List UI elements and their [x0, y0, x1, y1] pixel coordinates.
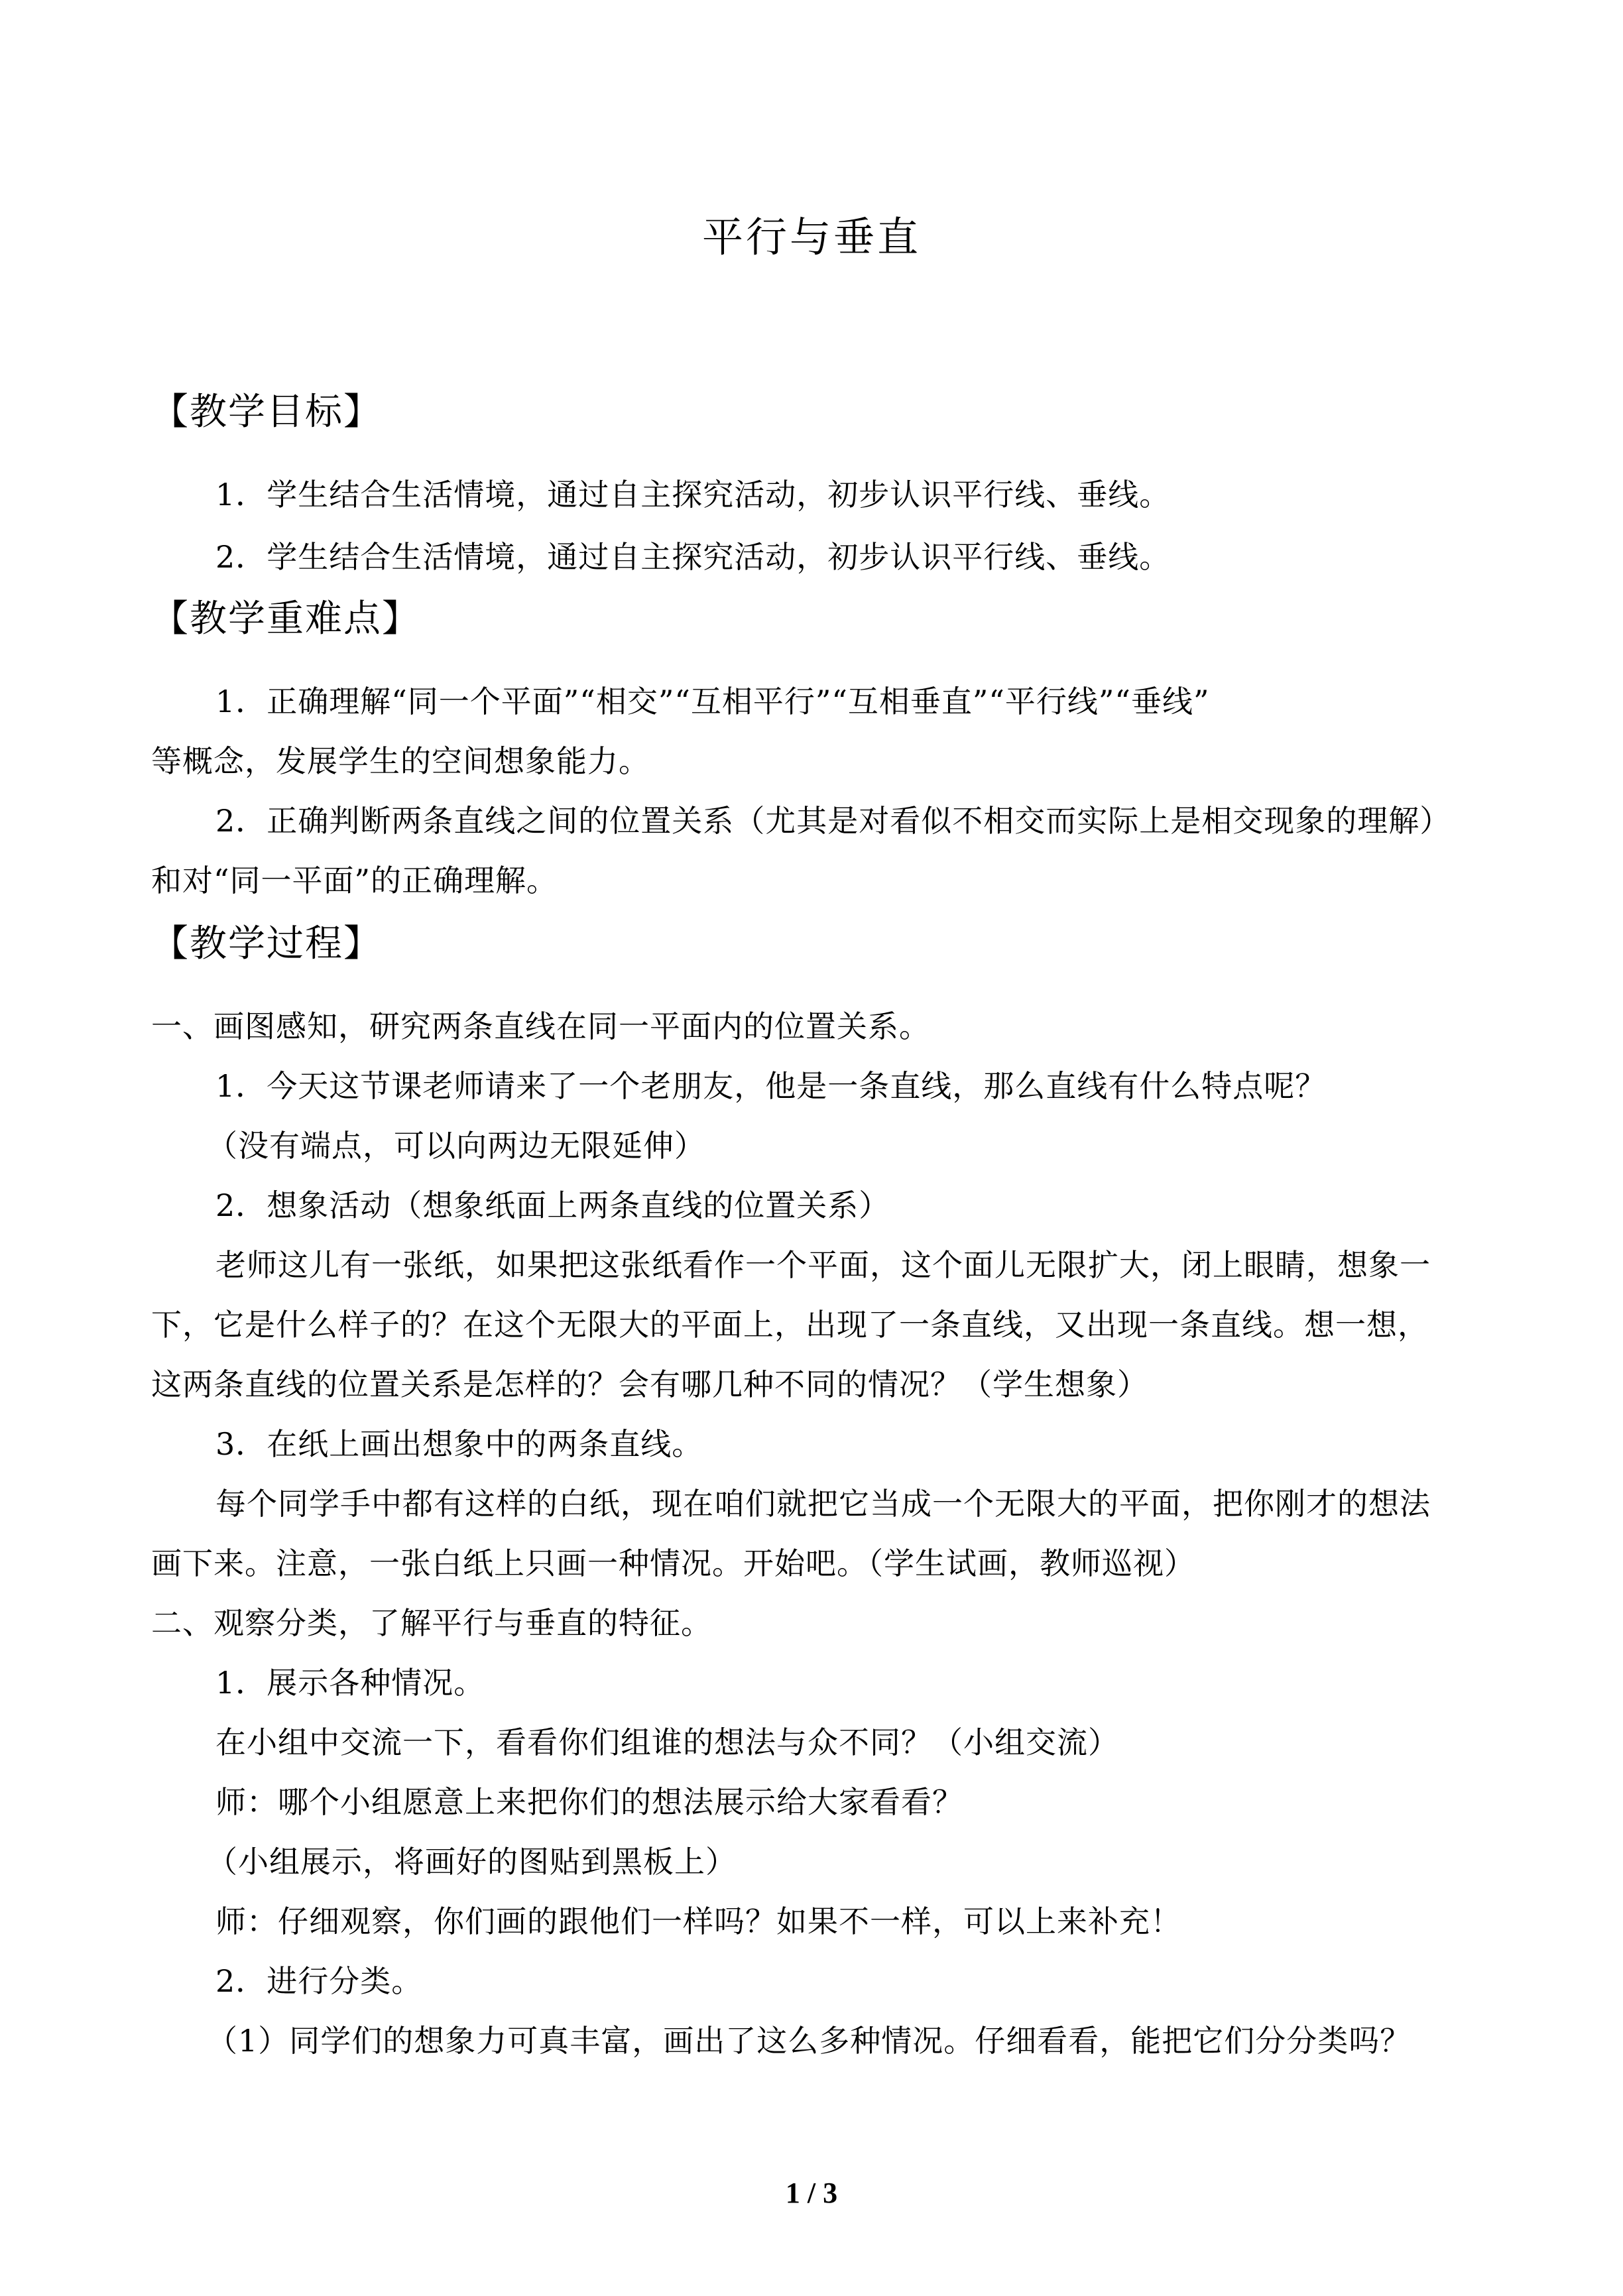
paragraph: 老师这儿有一张纸，如果把这张纸看作一个平面，这个面儿无限扩大，闭上眼睛，想象一: [215, 1247, 1431, 1283]
paragraph: 下，它是什么样子的？在这个无限大的平面上，出现了一条直线，又出现一条直线。想一想，: [151, 1307, 1429, 1343]
paragraph: 每个同学手中都有这样的白纸，现在咱们就把它当成一个无限大的平面，把你刚才的想法: [215, 1486, 1431, 1522]
paragraph: 3．在纸上画出想象中的两条直线。: [215, 1426, 703, 1462]
paragraph: 2．想象活动（想象纸面上两条直线的位置关系）: [215, 1187, 890, 1223]
paragraph: 师：哪个小组愿意上来把你们的想法展示给大家看看？: [215, 1784, 963, 1820]
paragraph: 2．正确判断两条直线之间的位置关系（尤其是对看似不相交而实际上是相交现象的理解）: [215, 803, 1451, 839]
page-number: 1 / 3: [785, 2177, 838, 2209]
paragraph: 1．展示各种情况。: [215, 1665, 485, 1701]
paragraph: 等概念，发展学生的空间想象能力。: [151, 743, 650, 779]
page-title: 平行与垂直: [701, 213, 921, 261]
paragraph: 1．学生结合生活情境，通过自主探究活动，初步认识平行线、垂线。: [215, 477, 1171, 513]
paragraph: 2．进行分类。: [215, 1963, 423, 1999]
paragraph: 一、画图感知，研究两条直线在同一平面内的位置关系。: [151, 1008, 930, 1044]
paragraph: 1．今天这节课老师请来了一个老朋友，他是一条直线，那么直线有什么特点呢？: [215, 1068, 1327, 1104]
paragraph: 2．学生结合生活情境，通过自主探究活动，初步认识平行线、垂线。: [215, 539, 1171, 575]
paragraph: （1）同学们的想象力可真丰富，画出了这么多种情况。仔细看看，能把它们分分类吗？: [207, 2023, 1412, 2059]
paragraph: 在小组中交流一下，看看你们组谁的想法与众不同？（小组交流）: [215, 1724, 1119, 1760]
paragraph: 这两条直线的位置关系是怎样的？会有哪几种不同的情况？（学生想象）: [151, 1366, 1148, 1402]
section-heading-goals: 【教学目标】: [151, 391, 382, 434]
section-heading-process: 【教学过程】: [151, 922, 382, 965]
section-heading-key-points: 【教学重难点】: [151, 597, 420, 640]
paragraph: （没有端点，可以向两边无限延伸）: [207, 1128, 705, 1164]
paragraph: （小组展示，将画好的图贴到黑板上）: [207, 1844, 737, 1880]
paragraph: 画下来。注意，一张白纸上只画一种情况。开始吧。（学生试画，教师巡视）: [151, 1545, 1195, 1581]
paragraph: 和对“同一平面”的正确理解。: [151, 863, 558, 898]
paragraph: 师：仔细观察，你们画的跟他们一样吗？如果不一样，可以上来补充！: [215, 1903, 1181, 1939]
paragraph: 1．正确理解“同一个平面”“相交”“互相平行”“互相垂直”“平行线”“垂线”: [215, 684, 1210, 719]
paragraph: 二、观察分类，了解平行与垂直的特征。: [151, 1605, 712, 1641]
